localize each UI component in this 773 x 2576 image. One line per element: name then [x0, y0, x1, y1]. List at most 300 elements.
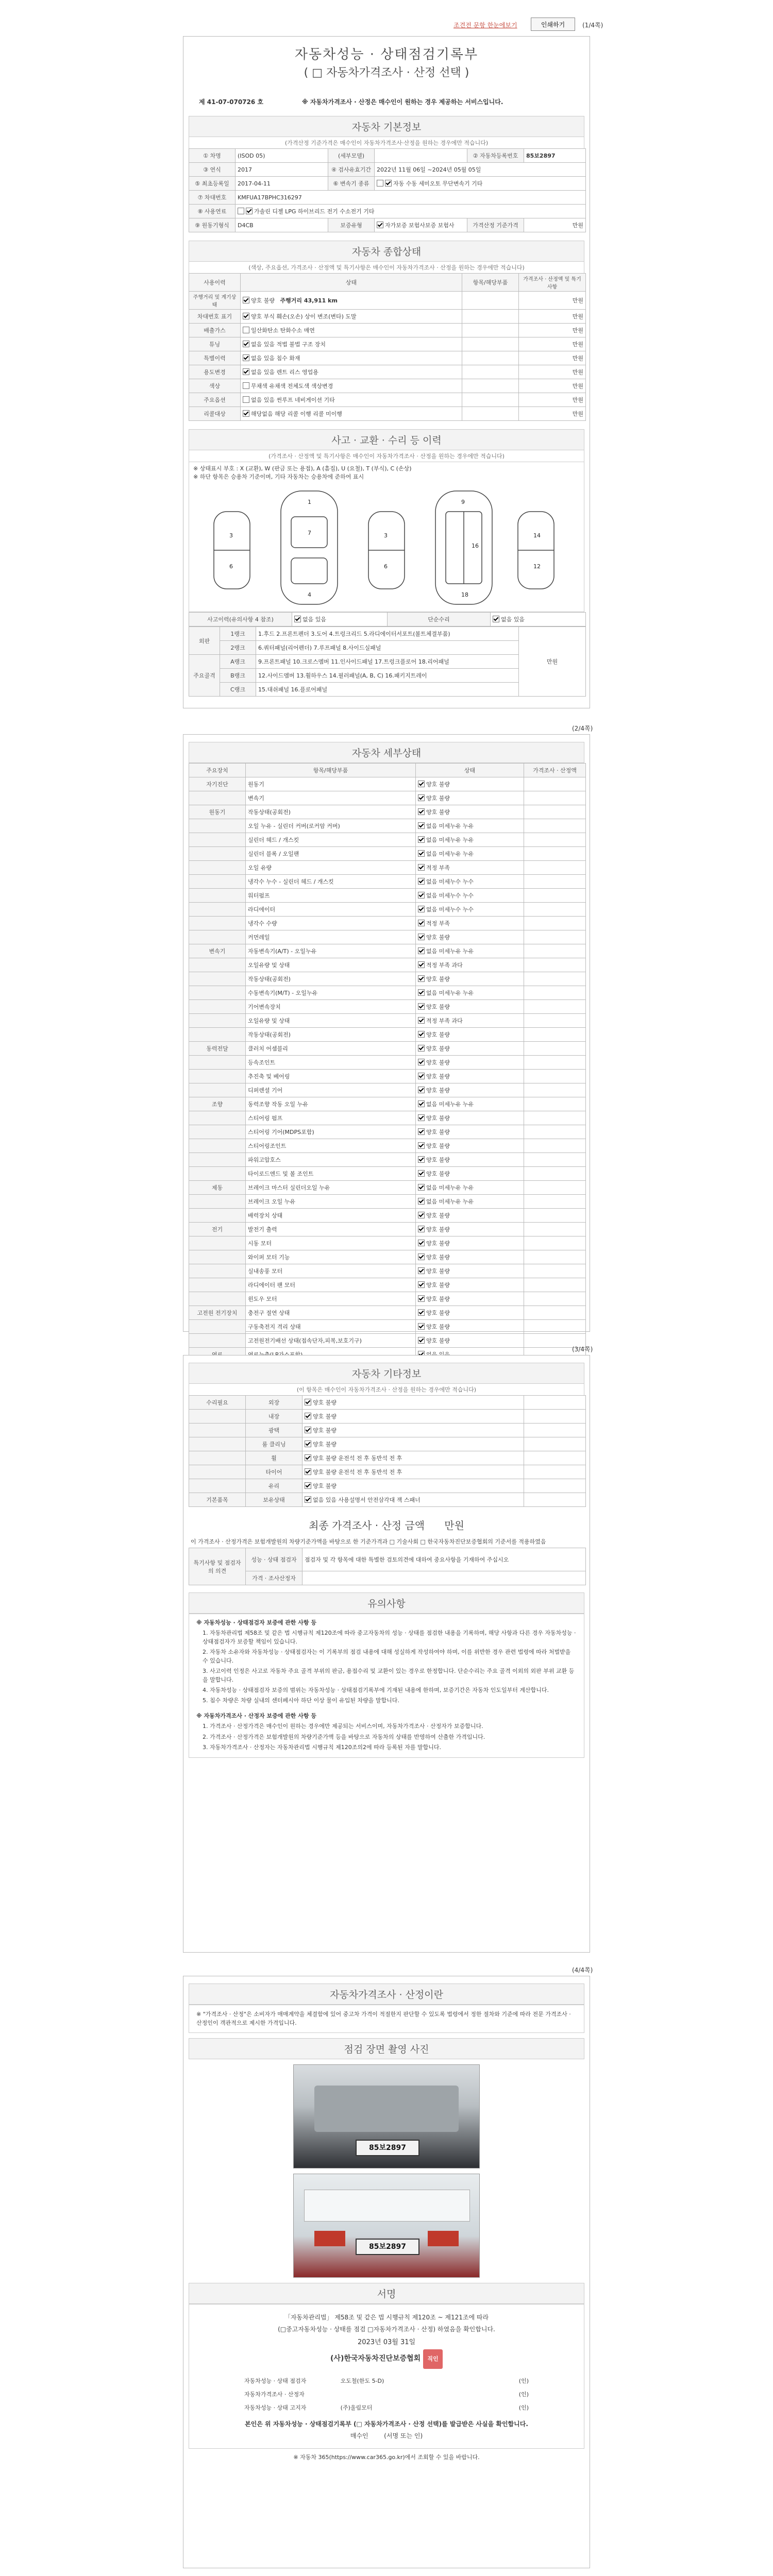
checkbox-checked	[493, 616, 499, 622]
sign-body	[189, 2304, 584, 2449]
page-2	[183, 734, 590, 1344]
other-state-text: 양호 불량 운전석 전 후 동반석 전 후	[313, 1455, 402, 1462]
overall-row-label: 주행거리 및 계기상태	[189, 292, 241, 310]
detail-row	[189, 1306, 586, 1320]
section-overall-sub: (색상, 주요옵션, 가격조사 · 산정액 및 특기사항은 매수인이 자동차가격조사 · 산정을 원하는 경우에만 적습니다)	[189, 262, 584, 273]
checkbox-checked	[418, 906, 425, 912]
detail-price	[524, 1209, 586, 1223]
checkbox-checked	[246, 208, 253, 214]
overall-row-value: 무채색 유채색 전체도색 색상변경	[241, 379, 462, 393]
top-toolbar	[0, 14, 773, 35]
page-indicator: (1/4쪽)	[582, 22, 603, 29]
detail-group: 동력전달	[189, 1042, 246, 1056]
checkbox-checked	[418, 781, 425, 787]
detail-state	[416, 1292, 524, 1306]
signer-value	[339, 2387, 435, 2401]
checkbox-checked	[418, 1212, 425, 1218]
detail-state	[416, 875, 524, 889]
detail-row	[189, 1111, 586, 1125]
transmission-options: 자동 수동 세미오토 무단변속기 기타	[393, 180, 483, 187]
price-info-text: ※ "가격조사 · 산정"은 소비자가 매매계약을 체결함에 있어 중고차 가격이 적절한지 판단할 수 있도록 법령에서 정한 절차와 기준에 따라 전문 가격조사 · 산정인이 객관적으로 제시한 가격입니다.	[189, 2005, 584, 2033]
detail-state	[416, 1153, 524, 1167]
print-button[interactable]: 인쇄하기	[531, 18, 575, 31]
rank-label: A랭크	[220, 655, 256, 669]
signer-mark: (인)	[518, 2378, 529, 2384]
overall-row-price: 만원	[519, 310, 586, 324]
value-base-price: 만원	[524, 218, 586, 232]
section-basic-sub: (가격산정 기준가격은 매수인이 자동차가격조사·산정을 원하는 경우에만 적습니다)	[189, 137, 584, 148]
other-group	[189, 1437, 246, 1451]
detail-state	[416, 1306, 524, 1320]
detail-group	[189, 972, 246, 986]
detail-group	[189, 861, 246, 875]
page-indicator-4: (4/4쪽)	[572, 1967, 593, 1974]
notice-body	[189, 1614, 584, 1758]
detail-row	[189, 1167, 586, 1181]
detail-group	[189, 1278, 246, 1292]
overall-row-price: 만원	[519, 337, 586, 351]
detail-price	[524, 1264, 586, 1278]
checkbox-checked	[418, 920, 425, 926]
rank-items: 6.쿼터패널(리어펜더) 7.루프패널 8.사이드실패널	[256, 641, 519, 655]
detail-price	[524, 861, 586, 875]
overall-row-price: 만원	[519, 407, 586, 421]
detail-state	[416, 847, 524, 861]
detail-group	[189, 819, 246, 833]
other-price	[524, 1437, 586, 1451]
detail-price	[524, 819, 586, 833]
checkbox-checked	[418, 1156, 425, 1163]
notice-item: 3. 자동차가격조사 · 산정자는 자동차관리법 시행규칙 제120조의2에 따라 등록된 자를 말합니다.	[203, 1743, 441, 1751]
other-row	[189, 1493, 586, 1507]
footer-note: ※ 자동차 365(https://www.car365.go.kr)에서 조회할 수 있을 바랍니다.	[293, 2454, 480, 2461]
detail-group	[189, 889, 246, 903]
detail-item: 냉각수 누수 - 실린더 헤드 / 개스킷	[246, 875, 416, 889]
detail-state	[416, 889, 524, 903]
detail-price	[524, 930, 586, 944]
other-state-text: 양호 불량 운전석 전 후 동반석 전 후	[313, 1469, 402, 1476]
detail-item: 작동상태(공회전)	[246, 1028, 416, 1042]
detail-row	[189, 889, 586, 903]
overall-row-price: 만원	[519, 393, 586, 407]
basic-info-table	[189, 148, 586, 232]
detail-item: 워터펌프	[246, 889, 416, 903]
other-price	[524, 1451, 586, 1465]
svg-text:6: 6	[384, 563, 388, 570]
section-photo: 점검 장면 촬영 사진	[189, 2038, 584, 2059]
detail-state	[416, 805, 524, 819]
detail-row	[189, 986, 586, 1000]
detail-state	[416, 1250, 524, 1264]
checkbox	[243, 382, 249, 389]
checkbox-checked	[305, 1468, 311, 1475]
detail-state-text: 양호 불량	[426, 934, 450, 941]
notice-item: 5. 침수 차량은 차량 실내의 센터페시아 하단 이상 물이 유입된 차량을 말합니다.	[203, 1697, 399, 1704]
detail-state-text: 양호 불량	[426, 1254, 450, 1261]
detail-group: 변속기	[189, 944, 246, 958]
detail-group	[189, 847, 246, 861]
detail-price	[524, 1097, 586, 1111]
other-state	[303, 1423, 524, 1437]
detail-item: 작동상태(공회전)	[246, 805, 416, 819]
signer-label: 자동차성능 · 상태 고지자	[244, 2404, 307, 2411]
detail-state	[416, 1000, 524, 1014]
other-group	[189, 1423, 246, 1437]
detail-head-item: 항목/해당부품	[246, 764, 416, 777]
detail-state-text: 양호 불량	[426, 1073, 450, 1080]
accident-note: ※ 상태표시 부호 : X (교환), W (판금 또는 용접), A (흠집), U (요철), T (부식), C (손상)	[193, 465, 412, 472]
detail-item: 오일 누유 - 실린더 커버(로커암 커버)	[246, 819, 416, 833]
detail-row	[189, 1292, 586, 1306]
detail-row	[189, 1056, 586, 1070]
other-price	[524, 1479, 586, 1493]
mileage-value: 주행거리 43,911 km	[280, 297, 338, 304]
other-item: 내장	[246, 1410, 303, 1423]
warranty-options: 자가보증 보험사보증 보험사	[385, 222, 455, 229]
detail-head-group: 주요장치	[189, 764, 246, 777]
overall-row-value: 양호 부식 훼손(오손) 상이 변조(변타) 도말	[241, 310, 462, 324]
notice-list	[196, 1722, 577, 1751]
detail-state-text: 양호 불량	[426, 809, 450, 816]
overall-row-label: 튜닝	[189, 337, 241, 351]
notice-item: 4. 자동차성능 · 상태점검자 보증의 범위는 자동차성능 · 상태점검기록부에 기재된 내용에 한하며, 보증기간은 자동차 인도일부터 계산합니다.	[203, 1687, 549, 1694]
detail-row	[189, 1209, 586, 1223]
checkbox-checked	[418, 850, 425, 857]
detail-state-text: 없음 미세누유 누유	[426, 823, 474, 829]
overall-row-label: 리콜대상	[189, 407, 241, 421]
other-row	[189, 1410, 586, 1423]
detail-item: 스티어링 펌프	[246, 1111, 416, 1125]
other-price	[524, 1423, 586, 1437]
detail-state-text: 양호 불량	[426, 1226, 450, 1233]
signer-value: 오도철(한도 5-D)	[340, 2378, 384, 2384]
detail-price	[524, 1167, 586, 1181]
detail-state-text: 없음 미세누유 누유	[426, 837, 474, 843]
detail-state-text: 양호 불량	[426, 976, 450, 982]
detail-price	[524, 986, 586, 1000]
checkbox-checked	[418, 1003, 425, 1010]
front-photo	[293, 2064, 480, 2168]
section-basic-info: 자동차 기본정보	[189, 116, 584, 137]
detail-row	[189, 1334, 586, 1348]
detail-state	[416, 1083, 524, 1097]
signer-mark: (인)	[518, 2391, 529, 2398]
rank-items: 1.후드 2.프론트펜더 3.도어 4.트렁크리드 5.라디에이터서포트(볼트체결부품)	[256, 627, 519, 641]
detail-row	[189, 791, 586, 805]
other-group	[189, 1465, 246, 1479]
detail-state-text: 양호 불량	[426, 1171, 450, 1177]
checkbox-checked	[305, 1482, 311, 1489]
other-price	[524, 1493, 586, 1507]
detail-state-text: 양호 불량	[426, 1157, 450, 1163]
checkbox-checked	[418, 1045, 425, 1052]
detail-row	[189, 847, 586, 861]
detail-row	[189, 1236, 586, 1250]
detail-state	[416, 1223, 524, 1236]
detail-price	[524, 1236, 586, 1250]
page-indicator-2: (2/4쪽)	[572, 725, 593, 732]
rank-items: 12.사이드멤버 13.휠하우스 14.필러패널(A, B, C) 16.패키지트레이	[256, 669, 519, 683]
detail-state	[416, 861, 524, 875]
detail-item: 브레이크 마스터 실린더오일 누유	[246, 1181, 416, 1195]
other-state	[303, 1479, 524, 1493]
detail-state	[416, 1139, 524, 1153]
label-main-frame: 주요골격	[189, 655, 220, 697]
detail-state-text: 양호 불량	[426, 1212, 450, 1219]
detail-state	[416, 944, 524, 958]
official-stamp: 직인	[423, 2349, 443, 2369]
detail-row	[189, 861, 586, 875]
overall-head-state: 상태	[241, 274, 462, 292]
truck-grille	[314, 2086, 459, 2132]
detail-state-text: 없음 미세누유 누유	[426, 1184, 474, 1191]
rank-items: 9.프론트패널 10.크로스멤버 11.인사이드패널 17.트렁크플로어 18.리어패널	[256, 655, 519, 669]
other-item: 룸 클리닝	[246, 1437, 303, 1451]
other-state	[303, 1396, 524, 1410]
detail-price	[524, 1028, 586, 1042]
other-row	[189, 1423, 586, 1437]
detail-price	[524, 1181, 586, 1195]
detail-price	[524, 1000, 586, 1014]
other-item: 보유상태	[246, 1493, 303, 1507]
detail-item: 원동기	[246, 777, 416, 791]
detail-price	[524, 1250, 586, 1264]
svg-text:1: 1	[308, 499, 311, 505]
svg-text:16: 16	[472, 543, 479, 549]
value-first-registration: 2017-04-11	[236, 177, 328, 191]
detail-state-text: 양호 불량	[426, 781, 450, 788]
detail-state-text: 적정 부족	[426, 865, 450, 871]
detail-state-text: 적정 부족	[426, 920, 450, 927]
detail-state-text: 양호 불량	[426, 1129, 450, 1136]
detail-state-text: 없음 미세누유 누유	[426, 851, 474, 857]
detail-state-text: 없음 미세누유 누유	[426, 1198, 474, 1205]
detail-state	[416, 917, 524, 930]
overall-table	[189, 273, 586, 421]
document-number: 제 41-07-070726 호	[199, 98, 263, 106]
checkbox-checked	[418, 1184, 425, 1191]
final-price-note: 이 가격조사 · 산정가격은 보험개발원의 차량기준가액을 바탕으로 한 기준가격과 □ 기술사회 □ 한국자동차진단보증협회의 기준서를 적용하였음	[191, 1538, 546, 1545]
detail-row	[189, 1320, 586, 1334]
detail-item: 동력조향 작동 오일 누유	[246, 1097, 416, 1111]
detail-item: 오일 유량	[246, 861, 416, 875]
svg-text:3: 3	[229, 532, 233, 539]
checkbox-checked	[243, 297, 249, 303]
detail-item: 라디에이터 팬 모터	[246, 1278, 416, 1292]
fuel-options: 가솔린 디젤 LPG 하이브리드 전기 수소전기 기타	[254, 208, 375, 215]
svg-text:3: 3	[384, 532, 388, 539]
other-item: 유리	[246, 1479, 303, 1493]
detail-state-text: 없음 미세누유 누유	[426, 948, 474, 955]
value-year: 2017	[236, 163, 328, 177]
other-state-text: 양호 불량	[313, 1413, 337, 1420]
label-car-name: ① 차명	[189, 149, 236, 163]
accident-summary-table	[189, 612, 586, 626]
detail-item: 냉각수 수량	[246, 917, 416, 930]
accident-rank-table	[189, 626, 586, 697]
overall-row-label: 용도변경	[189, 365, 241, 379]
detail-item: 와이퍼 모터 기능	[246, 1250, 416, 1264]
detail-state	[416, 972, 524, 986]
rank-items: 15.대쉬패널 16.플로어패널	[256, 683, 519, 697]
detail-group	[189, 1209, 246, 1223]
other-state-text: 양호 불량	[313, 1441, 337, 1448]
final-price-title: 최종 가격조사 · 산정 금액 만원	[309, 1519, 464, 1532]
notice-link[interactable]: 조견전 문항 한눈에보기	[453, 22, 517, 29]
detail-price	[524, 1014, 586, 1028]
detail-state-text: 양호 불량	[426, 1282, 450, 1289]
detail-item: 디퍼렌셜 기어	[246, 1083, 416, 1097]
value-plate: 85보2897	[524, 149, 586, 163]
detail-row	[189, 1278, 586, 1292]
detail-item: 브레이크 오일 누유	[246, 1195, 416, 1209]
detail-state-text: 없음 미세누수 누수	[426, 878, 474, 885]
detail-state-text: 양호 불량	[426, 1004, 450, 1010]
checkbox-checked	[418, 878, 425, 885]
detail-state	[416, 791, 524, 805]
value-accident-history: 없음 있음	[292, 613, 388, 626]
overall-row-price: 만원	[519, 365, 586, 379]
detail-row	[189, 1097, 586, 1111]
detail-group	[189, 1153, 246, 1167]
detail-item: 스티어링조인트	[246, 1139, 416, 1153]
overall-head-history: 사용이력	[189, 274, 241, 292]
detail-state-text: 없음 미세누수 누수	[426, 906, 474, 913]
checkbox-checked	[418, 1100, 425, 1107]
detail-state-text: 양호 불량	[426, 1337, 450, 1344]
detail-state-text: 적정 부족 과다	[426, 962, 463, 969]
checkbox-checked	[377, 222, 383, 228]
rank-label: C랭크	[220, 683, 256, 697]
overall-row-value: 양호 불량 주행거리 43,911 km	[241, 292, 462, 310]
detail-row	[189, 1028, 586, 1042]
rank-label: B랭크	[220, 669, 256, 683]
detail-state	[416, 819, 524, 833]
checkbox-checked	[418, 1240, 425, 1246]
overall-row-label: 차대번호 표기	[189, 310, 241, 324]
detail-row	[189, 1042, 586, 1056]
detail-state	[416, 1167, 524, 1181]
detail-group: 전기	[189, 1223, 246, 1236]
label-simple-repair: 단순수리	[388, 613, 491, 626]
section-accident: 사고 · 교환 · 수리 등 이력	[189, 429, 584, 450]
detail-row	[189, 1181, 586, 1195]
detail-state	[416, 1056, 524, 1070]
rear-photo	[293, 2174, 480, 2278]
checkbox-checked	[243, 341, 249, 347]
detail-state-text: 없음 미세누수 누수	[426, 892, 474, 899]
detail-price	[524, 1111, 586, 1125]
detail-row	[189, 1014, 586, 1028]
other-row	[189, 1451, 586, 1465]
detail-group	[189, 791, 246, 805]
detail-item: 실린더 헤드 / 개스킷	[246, 833, 416, 847]
detail-price	[524, 1278, 586, 1292]
svg-text:7: 7	[308, 530, 311, 536]
other-item: 휠	[246, 1451, 303, 1465]
label-inspection-period: ④ 검사유효기간	[328, 163, 375, 177]
page-indicator-3: (3/4쪽)	[572, 1346, 593, 1353]
detail-head-price: 가격조사 · 산정액	[524, 764, 586, 777]
detail-item: 발전기 출력	[246, 1223, 416, 1236]
checkbox-checked	[418, 1170, 425, 1177]
signer-label: 자동차성능 · 상태 점검자	[244, 2378, 307, 2384]
receive-label: 매수인	[350, 2432, 368, 2439]
overall-row-label: 색상	[189, 379, 241, 393]
detail-row	[189, 944, 586, 958]
other-state-text: 양호 불량	[313, 1427, 337, 1434]
checkbox	[377, 180, 383, 187]
label-inspector-type: 성능 · 상태 점검자	[246, 1548, 303, 1571]
detail-state	[416, 1236, 524, 1250]
detail-item: 수동변속기(M/T) - 오일누유	[246, 986, 416, 1000]
detail-group	[189, 1167, 246, 1181]
value-inspection-period: 2022년 11월 06일 ~2024년 05월 05일	[375, 163, 586, 177]
label-first-registration: ⑤ 최초등록일	[189, 177, 236, 191]
detail-group	[189, 958, 246, 972]
detail-price	[524, 875, 586, 889]
detail-price	[524, 917, 586, 930]
checkbox-checked	[418, 1267, 425, 1274]
detail-row	[189, 903, 586, 917]
detail-group	[189, 1250, 246, 1264]
label-year: ③ 연식	[189, 163, 236, 177]
checkbox-checked	[418, 1087, 425, 1093]
other-item: 타이어	[246, 1465, 303, 1479]
accident-price: 만원	[519, 627, 586, 697]
other-state-text: 없음 있음 사용설명서 안전삼각대 잭 스패너	[313, 1497, 421, 1503]
checkbox-checked	[305, 1427, 311, 1433]
car-damage-diagram	[193, 481, 585, 609]
detail-state-text: 적정 부족 과다	[426, 1018, 463, 1024]
section-price-info: 자동차가격조사 · 산정이란	[189, 1984, 584, 2005]
detail-price	[524, 1153, 586, 1167]
detail-price	[524, 1195, 586, 1209]
detail-price	[524, 1139, 586, 1153]
detail-state	[416, 1042, 524, 1056]
overall-row-value: 없음 있음 적법 불법 구조 장치	[241, 337, 462, 351]
checkbox-checked	[418, 1073, 425, 1079]
inspector-text: 점검자 및 각 항목에 대한 특별한 검토의견에 대하여 중요사항을 기재하여 주십시오	[303, 1548, 586, 1571]
detail-state	[416, 1195, 524, 1209]
detail-row	[189, 805, 586, 819]
detail-row	[189, 875, 586, 889]
svg-text:6: 6	[229, 563, 233, 570]
license-plate-front: 85보2897	[356, 2140, 419, 2156]
checkbox-checked	[418, 1309, 425, 1316]
other-row	[189, 1465, 586, 1479]
checkbox-checked	[243, 368, 249, 375]
overall-head-item: 항목/해당부품	[462, 274, 519, 292]
detail-state-text: 양호 불량	[426, 1240, 450, 1247]
detail-item: 자동변속기(A/T) - 오일누유	[246, 944, 416, 958]
checkbox-checked	[418, 794, 425, 801]
value-simple-repair: 없음 있음	[491, 613, 586, 626]
other-row	[189, 1479, 586, 1493]
checkbox-checked	[305, 1399, 311, 1405]
checkbox-checked	[418, 961, 425, 968]
detail-item: 등속조인트	[246, 1056, 416, 1070]
detail-group	[189, 1083, 246, 1097]
sign-date: 2023년 03월 31일	[357, 2338, 416, 2346]
label-plate: ② 자동차등록번호	[467, 149, 524, 163]
detail-price	[524, 889, 586, 903]
label-inspector: 특기사항 및 점검자의 의견	[189, 1548, 246, 1585]
other-state	[303, 1465, 524, 1479]
signer-mark: (인)	[518, 2404, 529, 2411]
detail-group	[189, 1111, 246, 1125]
org-name: (사)한국자동차진단보증협회	[330, 2354, 421, 2363]
